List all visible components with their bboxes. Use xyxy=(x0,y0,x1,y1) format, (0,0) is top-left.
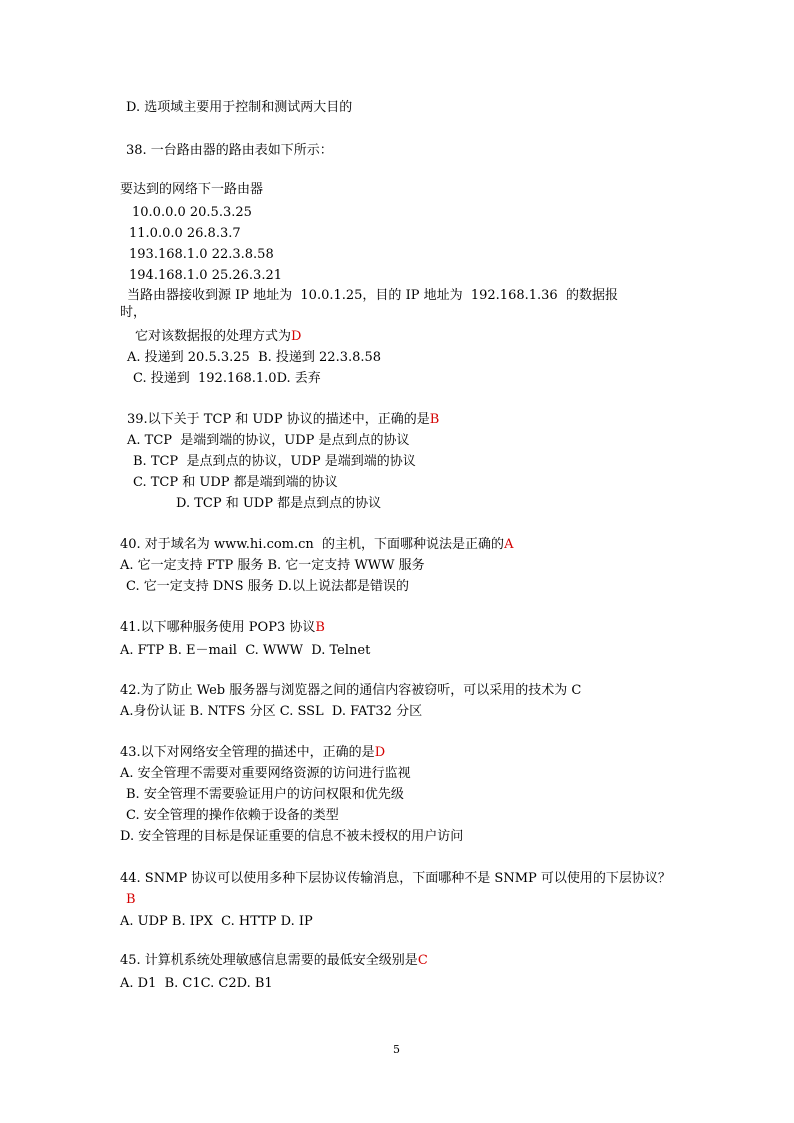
text-line xyxy=(133,475,338,491)
text-line xyxy=(120,182,263,198)
line-text: 10.0.0.0 20.5.3.25 xyxy=(132,205,252,220)
answer-mark: C xyxy=(417,953,428,968)
text-line xyxy=(120,914,313,930)
text-line xyxy=(135,329,301,345)
text-line xyxy=(120,683,581,699)
text-line xyxy=(126,143,333,159)
text-line xyxy=(120,871,671,887)
line-text: D. 选项域主要用于控制和测试两大目的 xyxy=(126,100,353,115)
text-line xyxy=(127,412,439,428)
text-line xyxy=(120,829,463,845)
text-line xyxy=(126,808,339,824)
line-text: 38. 一台路由器的路由表如下所示： xyxy=(126,143,333,158)
text-line xyxy=(120,953,428,969)
line-text: A.身份认证 B. NTFS 分区 C. SSL D. FAT32 分区 xyxy=(120,704,423,719)
text-line xyxy=(120,766,411,782)
line-text: 它对该数据报的处理方式为 xyxy=(135,329,292,344)
text-line xyxy=(129,226,241,242)
line-text: D. 安全管理的目标是保证重要的信息不被未授权的用户访问 xyxy=(120,829,464,844)
text-line xyxy=(120,558,425,574)
text-line xyxy=(120,643,370,659)
text-line xyxy=(176,496,381,512)
text-line xyxy=(129,247,274,263)
answer-mark: D xyxy=(374,745,386,760)
text-line xyxy=(127,288,618,304)
line-text: 42.为了防止 Web 服务器与浏览器之间的通信内容被窃听，可以采用的技术为 C xyxy=(120,683,582,698)
line-text: A. 投递到 20.5.3.25 B. 投递到 22.3.8.58 xyxy=(127,350,382,365)
line-text: B. 安全管理不需要验证用户的访问权限和优先级 xyxy=(126,787,404,802)
page-number: 5 xyxy=(393,1043,400,1056)
line-text: C. 安全管理的操作依赖于设备的类型 xyxy=(126,808,339,823)
line-text: 当路由器接收到源 IP 地址为 10.0.1.25，目的 IP 地址为 192.168.1.36 的数据报 xyxy=(127,288,618,303)
line-text: A. D1 B. C1C. C2D. B1 xyxy=(120,976,273,991)
line-text: D. TCP 和 UDP 都是点到点的协议 xyxy=(176,496,382,511)
line-text: C. 它一定支持 DNS 服务 D.以上说法都是错误的 xyxy=(126,579,409,594)
text-line xyxy=(126,100,352,116)
line-text: 44. SNMP 协议可以使用多种下层协议传输消息，下面哪种不是 SNMP 可以使用的下层协议？ xyxy=(120,871,671,886)
line-text: A. 它一定支持 FTP 服务 B. 它一定支持 WWW 服务 xyxy=(120,558,425,573)
text-line xyxy=(126,892,136,908)
answer-mark: B xyxy=(429,412,440,427)
line-text: B. TCP 是点到点的协议，UDP 是端到端的协议 xyxy=(133,454,416,469)
line-text: 194.168.1.0 25.26.3.21 xyxy=(129,268,282,283)
text-line xyxy=(129,268,282,284)
text-line xyxy=(120,537,513,553)
line-text: 40. 对于域名为 www.hi.com.cn 的主机，下面哪种说法是正确的 xyxy=(120,537,505,552)
line-text: A. 安全管理不需要对重要网络资源的访问进行监视 xyxy=(120,766,411,781)
text-line xyxy=(133,371,321,387)
line-text: 45. 计算机系统处理敏感信息需要的最低安全级别是 xyxy=(120,953,418,968)
line-text: 41.以下哪种服务使用 POP3 协议 xyxy=(120,620,316,635)
line-text: A. TCP 是端到端的协议，UDP 是点到点的协议 xyxy=(127,433,410,448)
line-text: 11.0.0.0 26.8.3.7 xyxy=(129,226,241,241)
line-text: 193.168.1.0 22.3.8.58 xyxy=(129,247,274,262)
text-line xyxy=(120,305,146,321)
text-line xyxy=(126,579,409,595)
text-line xyxy=(127,433,410,449)
line-text: A. FTP B. E－mail C. WWW D. Telnet xyxy=(120,643,371,658)
line-text: 要达到的网络下一路由器 xyxy=(120,182,264,197)
text-line xyxy=(132,205,252,221)
text-line xyxy=(126,787,404,803)
line-text: C. TCP 和 UDP 都是端到端的协议 xyxy=(133,475,338,490)
text-line xyxy=(120,704,422,720)
line-text: 39.以下关于 TCP 和 UDP 协议的描述中，正确的是 xyxy=(127,412,430,427)
line-text: 43.以下对网络安全管理的描述中，正确的是 xyxy=(120,745,375,760)
line-text: 时， xyxy=(120,305,147,320)
line-text: C. 投递到 192.168.1.0D. 丢弃 xyxy=(133,371,321,386)
text-line xyxy=(120,976,273,992)
answer-mark: B xyxy=(315,620,325,635)
answer-mark: D xyxy=(291,329,302,344)
answer-mark: A xyxy=(504,537,514,552)
text-line xyxy=(120,620,325,636)
text-line xyxy=(120,745,385,761)
line-text: A. UDP B. IPX C. HTTP D. IP xyxy=(120,914,313,929)
text-line xyxy=(127,350,381,366)
answer-mark: B xyxy=(126,892,136,907)
text-line xyxy=(133,454,416,470)
